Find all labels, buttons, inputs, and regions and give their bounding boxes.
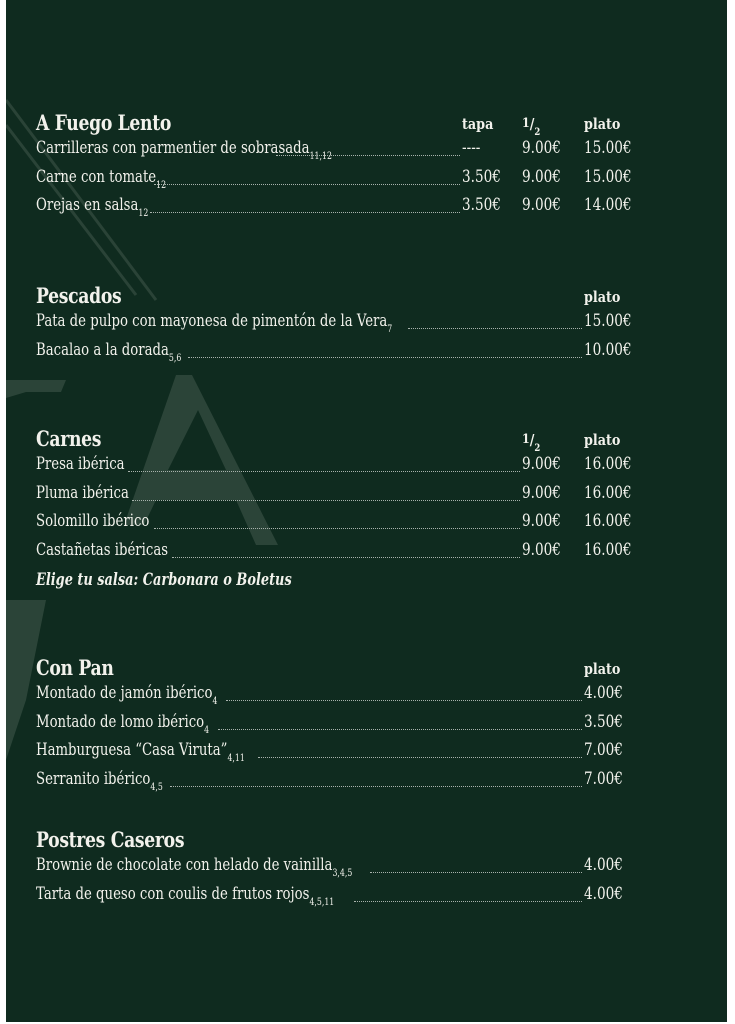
column-half-header: $1/_2$ [522, 431, 541, 454]
column-plato-header: plato [584, 288, 621, 306]
dot-leader [154, 528, 520, 529]
dot-leader [276, 155, 460, 156]
allergen-codes: 12 [138, 208, 149, 219]
price-plato: 7.00€ [584, 768, 623, 789]
item-name: Serranito ibérico$_{4,5}$ [36, 768, 163, 793]
column-plato-header: plato [584, 660, 621, 678]
menu-item [36, 136, 646, 165]
section-title: Pescados [36, 283, 122, 308]
dot-leader [128, 471, 520, 472]
price-plato: 14.00€ [584, 195, 632, 215]
menu-item [36, 710, 646, 739]
price-plato: 7.00€ [584, 740, 623, 760]
section-carnes [36, 426, 646, 595]
price-plato: 4.00€ [584, 883, 623, 904]
item-name: Pluma ibérica [36, 482, 129, 503]
section-header [36, 110, 646, 136]
item-name: Carrilleras con parmentier de sobrasada$_{11,12}$ [36, 138, 332, 162]
item-name: Tarta de queso con coulis de frutos rojos$_{4,5,11}$ [36, 883, 335, 908]
dot-leader [132, 500, 520, 501]
allergen-codes: 4 [212, 696, 218, 707]
price-plato: 4.00€ [584, 683, 623, 703]
dot-leader [188, 357, 582, 358]
allergen-codes: 3,4,5 [332, 868, 353, 879]
sauce-note-text: Elige tu salsa: Carbonara o Boletus [36, 570, 292, 590]
price-plato: 16.00€ [584, 539, 632, 560]
price-plato: 15.00€ [584, 138, 632, 158]
item-name: Carne con tomate$_{12}$ [36, 166, 167, 191]
section-pescados [36, 283, 646, 366]
item-name: Brownie de chocolate con helado de vainilla$_{3,4,5}$ [36, 855, 353, 879]
menu-item [36, 538, 646, 567]
price-half: 9.00€ [522, 138, 561, 158]
section-title: A Fuego Lento [36, 110, 172, 135]
menu-item [36, 681, 646, 710]
dot-leader [258, 757, 582, 758]
item-name: Pata de pulpo con mayonesa de pimentón de la Vera$_7$ [36, 311, 393, 335]
price-plato: 15.00€ [584, 166, 632, 187]
allergen-codes: 5,6 [168, 352, 182, 364]
dot-leader [172, 557, 520, 558]
allergen-codes: 4,5 [150, 781, 163, 793]
item-name: Castañetas ibéricas [36, 539, 169, 560]
dot-leader [408, 328, 582, 329]
menu-item [36, 509, 646, 538]
section-title: Carnes [36, 426, 102, 451]
allergen-codes: 4,11 [227, 753, 245, 764]
item-name: Solomillo ibérico [36, 511, 150, 531]
dot-leader [154, 184, 460, 185]
allergen-codes: 11,12 [309, 151, 332, 162]
price-half: 9.00€ [522, 482, 561, 503]
dot-leader [218, 729, 582, 730]
menu-item [36, 738, 646, 767]
menu-item [36, 193, 646, 222]
item-name: Bacalao a la dorada$_{5,6}$ [36, 339, 182, 364]
item-name: Montado de jamón ibérico$_4$ [36, 683, 218, 707]
menu-item [36, 309, 646, 338]
section-header [36, 426, 646, 452]
price-plato: 4.00€ [584, 855, 623, 875]
dot-leader [170, 786, 582, 787]
menu-content [36, 0, 646, 1000]
section-postres-caseros [36, 827, 646, 910]
menu-item [36, 165, 646, 194]
menu-item [36, 452, 646, 481]
section-header [36, 827, 646, 853]
price-half: 9.00€ [522, 511, 561, 531]
price-half: 9.00€ [522, 166, 561, 187]
item-name: Montado de lomo ibérico$_4$ [36, 711, 210, 736]
column-plato-header: plato [584, 115, 621, 133]
price-plato: 3.50€ [584, 711, 623, 732]
menu-item [36, 338, 646, 367]
menu-item [36, 882, 646, 911]
price-half: 9.00€ [522, 195, 561, 215]
sauce-note [36, 566, 646, 595]
price-tapa: ---- [462, 138, 481, 158]
section-header [36, 655, 646, 681]
price-plato: 16.00€ [584, 511, 632, 531]
price-half: 9.00€ [522, 539, 561, 560]
section-a-fuego-lento [36, 110, 646, 222]
item-name: Orejas en salsa$_{12}$ [36, 195, 149, 219]
column-tapa-header: tapa [462, 115, 494, 133]
section-con-pan [36, 655, 646, 795]
menu-item [36, 767, 646, 796]
menu-page [6, 0, 727, 1022]
column-plato-header: plato [584, 431, 621, 449]
column-half-header: $1/_2$ [522, 115, 541, 138]
price-plato: 16.00€ [584, 482, 632, 503]
dot-leader [370, 872, 582, 873]
price-plato: 10.00€ [584, 339, 632, 360]
menu-item [36, 853, 646, 882]
menu-item [36, 481, 646, 510]
dot-leader [354, 901, 582, 902]
price-plato: 15.00€ [584, 311, 632, 331]
dot-leader [226, 700, 582, 701]
section-title: Con Pan [36, 655, 114, 680]
section-header [36, 283, 646, 309]
price-tapa: 3.50€ [462, 166, 501, 187]
dot-leader [150, 212, 460, 213]
allergen-codes: 4 [204, 724, 210, 736]
item-name: Hamburguesa “Casa $Viruta”_{4,11}$ [36, 740, 245, 764]
price-plato: 16.00€ [584, 454, 632, 474]
allergen-codes: 7 [387, 324, 393, 335]
allergen-codes: 12 [156, 179, 167, 191]
section-title: Postres Caseros [36, 827, 185, 852]
item-name: Presa ibérica [36, 454, 125, 474]
price-tapa: 3.50€ [462, 195, 501, 215]
allergen-codes: 4,5,11 [309, 896, 335, 908]
price-half: 9.00€ [522, 454, 561, 474]
